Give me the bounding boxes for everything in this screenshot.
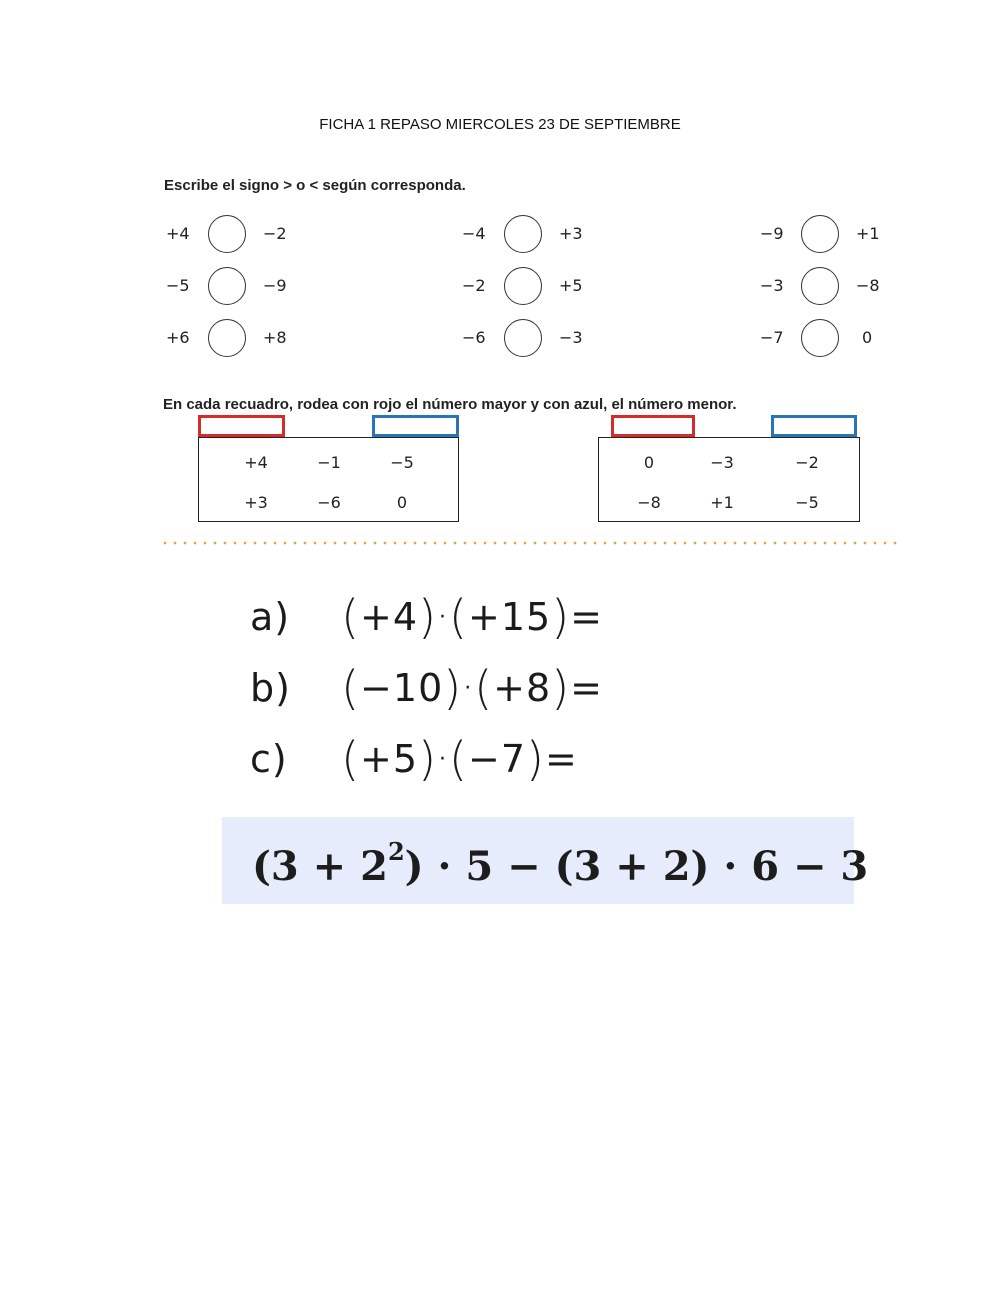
factor: +4 (360, 595, 419, 639)
answer-circle[interactable] (504, 267, 542, 305)
box-number[interactable]: −8 (637, 493, 661, 512)
left-number: −5 (166, 276, 190, 295)
page-title: FICHA 1 REPASO MIERCOLES 23 DE SEPTIEMBRE (319, 116, 681, 133)
multiplication-item (250, 732, 578, 786)
comparison-row (160, 267, 900, 307)
right-number: −9 (263, 276, 287, 295)
right-number: +8 (263, 328, 287, 347)
box-number[interactable]: +3 (244, 493, 268, 512)
box-number[interactable]: −5 (795, 493, 819, 512)
multiplication-item (250, 661, 603, 715)
item-label: c) (250, 737, 288, 781)
open-paren: ( (341, 661, 361, 715)
equals-sign: = (570, 666, 603, 710)
close-paren: ) (526, 732, 545, 786)
number-box (598, 437, 860, 522)
box-number[interactable]: 0 (643, 453, 655, 472)
right-number: +3 (559, 224, 583, 243)
open-paren: ( (341, 732, 361, 786)
answer-circle[interactable] (208, 215, 246, 253)
box-number[interactable]: −2 (795, 453, 819, 472)
close-paren: ) (551, 590, 571, 644)
left-number: −3 (760, 276, 784, 295)
number-box (198, 437, 459, 522)
expression-part: (3 + 2 (252, 843, 388, 890)
box-number[interactable]: 0 (396, 493, 408, 512)
answer-circle[interactable] (801, 319, 839, 357)
answer-circle[interactable] (504, 215, 542, 253)
box-number[interactable]: −6 (317, 493, 341, 512)
right-number: +5 (559, 276, 583, 295)
open-paren: ( (474, 661, 494, 715)
factor: −10 (360, 666, 444, 710)
red-answer-box[interactable] (611, 415, 695, 437)
left-number: +6 (166, 328, 190, 347)
expression-part: ) · 5 − (3 + 2) · 6 − 3 (404, 843, 869, 890)
left-number: −7 (760, 328, 784, 347)
right-number: −3 (559, 328, 583, 347)
worksheet-image (160, 150, 900, 550)
answer-circle[interactable] (801, 215, 839, 253)
open-paren: ( (449, 732, 468, 786)
expression-panel (222, 817, 869, 904)
box-number[interactable]: +4 (244, 453, 268, 472)
factor: +5 (360, 737, 419, 781)
factor: −7 (467, 737, 527, 781)
left-number: −4 (462, 224, 486, 243)
multiply-dot: · (439, 605, 448, 630)
red-answer-box[interactable] (198, 415, 285, 437)
comparison-row (160, 215, 900, 255)
left-number: −6 (462, 328, 486, 347)
exercise1-instruction: Escribe el signo > o < según corresponda. (164, 177, 466, 194)
multiplication-item (250, 590, 603, 644)
blue-answer-box[interactable] (372, 415, 459, 437)
box-number[interactable]: −1 (317, 453, 341, 472)
box-number[interactable]: −5 (390, 453, 414, 472)
answer-circle[interactable] (504, 319, 542, 357)
open-paren: ( (341, 590, 361, 644)
blue-answer-box[interactable] (771, 415, 857, 437)
left-number: −9 (760, 224, 784, 243)
factor: +15 (467, 595, 552, 639)
right-number: −8 (856, 276, 880, 295)
close-paren: ) (551, 661, 571, 715)
close-paren: ) (418, 732, 438, 786)
left-number: +4 (166, 224, 190, 243)
equals-sign: = (544, 737, 578, 781)
item-label: b) (250, 666, 291, 710)
right-number: −2 (263, 224, 287, 243)
exponent: 2 (387, 837, 405, 866)
dotted-divider (160, 540, 900, 546)
close-paren: ) (443, 661, 463, 715)
open-paren: ( (449, 590, 468, 644)
multiply-dot: · (439, 747, 448, 772)
box-number[interactable]: −3 (710, 453, 734, 472)
close-paren: ) (418, 590, 438, 644)
left-number: −2 (462, 276, 486, 295)
exercise2-instruction: En cada recuadro, rodea con rojo el número mayor y con azul, el número menor. (163, 396, 737, 413)
combined-expression (252, 837, 868, 890)
answer-circle[interactable] (208, 267, 246, 305)
item-label: a) (250, 595, 291, 639)
multiply-dot: · (464, 676, 473, 701)
box-number[interactable]: +1 (710, 493, 734, 512)
right-number: 0 (862, 328, 873, 347)
equals-sign: = (570, 595, 603, 639)
factor: +8 (493, 666, 552, 710)
right-number: +1 (856, 224, 880, 243)
comparison-row (160, 319, 900, 359)
answer-circle[interactable] (208, 319, 246, 357)
answer-circle[interactable] (801, 267, 839, 305)
